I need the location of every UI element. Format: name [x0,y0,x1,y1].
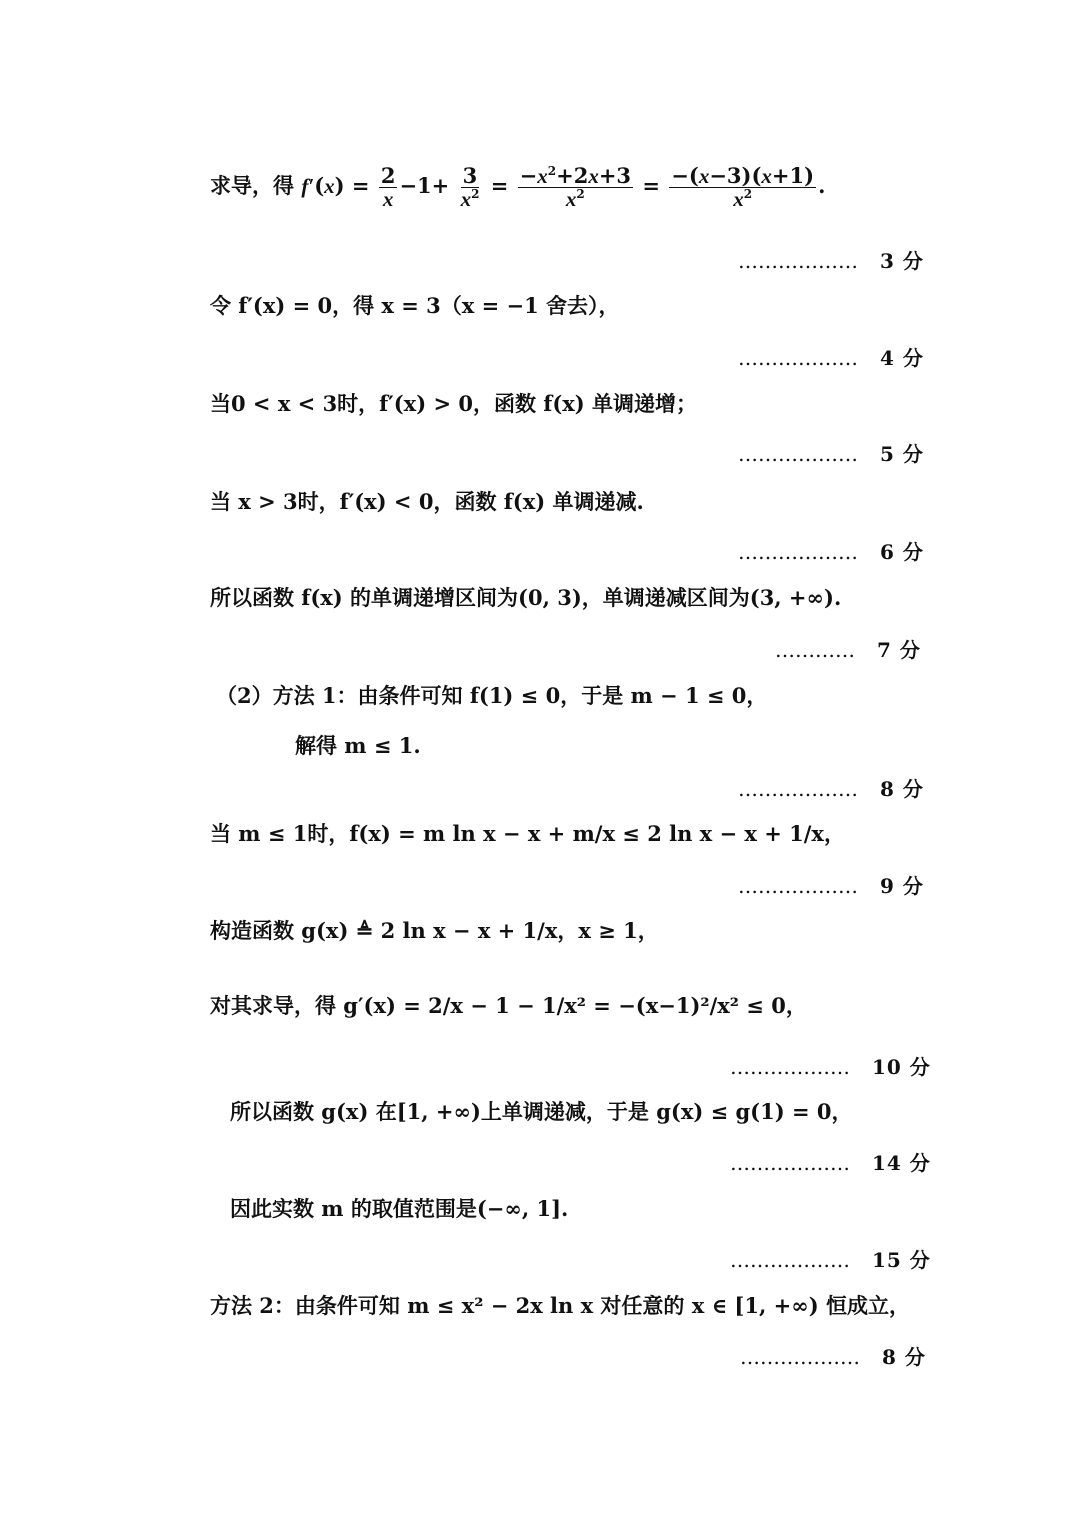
solution-line: （2）方法 1：由条件可知 f(1) ≤ 0，于是 m − 1 ≤ 0， [216,683,768,708]
solution-line: 所以函数 g(x) 在[1, +∞)上单调递减，于是 g(x) ≤ g(1) = 0， [230,1099,853,1124]
solution-line: 所以函数 f(x) 的单调递增区间为(0, 3)，单调递减区间为(3, +∞). [210,585,842,610]
score-mark: ……………… 8 分 [740,1345,926,1369]
solution-line-derivative [210,165,825,210]
solution-line: 当0 < x < 3时，f′(x) > 0，函数 f(x) 单调递增； [210,391,698,416]
solution-line: 构造函数 g(x) ≜ 2 ln x − x + 1/x，x ≥ 1， [210,918,659,943]
score-mark: ……………… 14 分 [730,1151,931,1175]
solution-line: 当 m ≤ 1时，f(x) = m ln x − x + m/x ≤ 2 ln x − x + 1/x， [210,821,845,846]
score-mark: ……………… 4 分 [738,346,924,370]
solution-line: 当 x > 3时，f′(x) < 0，函数 f(x) 单调递减. [210,489,644,514]
score-mark: ……………… 9 分 [738,874,924,898]
score-mark: ………… 7 分 [775,638,921,662]
score-mark: ……………… 8 分 [738,777,924,801]
score-mark: ……………… 6 分 [738,540,924,564]
score-mark: ……………… 15 分 [730,1248,931,1272]
solution-line: 因此实数 m 的取值范围是(−∞, 1]. [230,1196,569,1221]
derivative-prefix: 求导，得 [210,173,294,199]
score-mark: ……………… 10 分 [730,1055,931,1079]
solution-line: 解得 m ≤ 1. [295,733,421,758]
score-mark: ……………… 5 分 [738,442,924,466]
solution-line: 令 f′(x) = 0，得 x = 3（x = −1 舍去）， [210,293,620,318]
derivative-formula: f′(x) = $\frac{2}{x}$ −1+ $\frac{3}{x^2}$ = $\frac{-x^2+2x+3}{x^2}$ = $\frac{-(x-3)(x+1)}{x^2}$ . [301,163,826,212]
solution-line: 方法 2：由条件可知 m ≤ x² − 2x ln x 对任意的 x ∈ [1, +∞) 恒成立， [210,1293,910,1318]
score-mark: ……………… 3 分 [738,249,924,273]
solution-line: 对其求导，得 g′(x) = 2/x − 1 − 1/x² = −(x−1)²/x² ≤ 0， [210,993,807,1018]
